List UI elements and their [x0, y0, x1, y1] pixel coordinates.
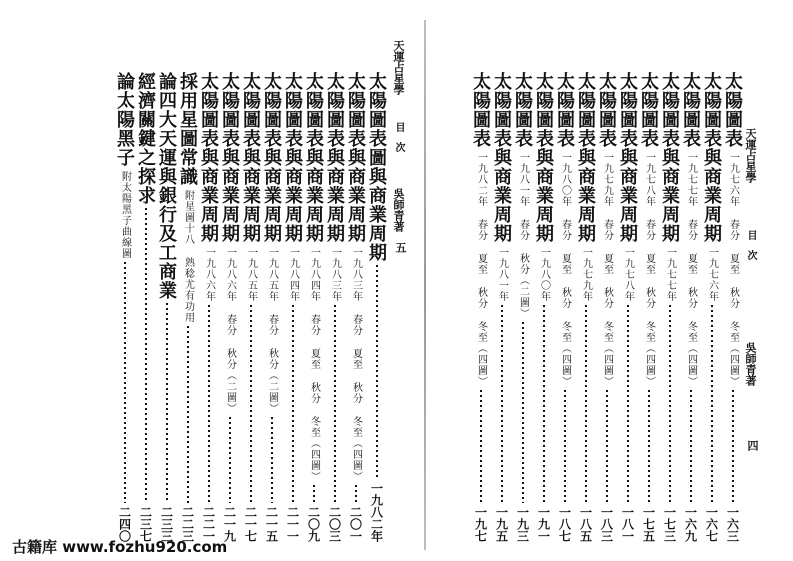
toc-page-number: 一七五 — [641, 506, 656, 542]
toc-entry — [156, 72, 177, 542]
toc-entry — [596, 72, 617, 542]
toc-leader-dots — [124, 262, 126, 503]
toc-entry-subtitle: 一九八五年 — [245, 247, 257, 302]
toc-entry-title: 太陽圖表與商業周期 — [491, 72, 512, 243]
toc-page-number: 一八一 — [620, 506, 635, 542]
toc-entry-subtitle: 一九八五年 春分 秋分（二圖） — [266, 247, 278, 414]
toc-entry-title: 太陽圖表與商業周期 — [575, 72, 596, 243]
toc-entry — [324, 72, 345, 542]
toc-entry — [240, 72, 261, 542]
toc-entry-subtitle: 一九八二年 春分 夏至 秋分 冬至（四圖） — [475, 152, 487, 387]
toc-leader-dots — [627, 305, 629, 503]
toc-entry-title: 採用星圖常識 — [177, 72, 198, 186]
toc-page-number: 二〇三 — [327, 506, 342, 542]
toc-entry — [554, 72, 575, 542]
toc-page-number: 二〇九 — [306, 506, 321, 542]
toc-entry-subtitle: 一九八六年 — [203, 247, 215, 302]
toc-entry — [722, 72, 743, 542]
right-section-label: 目 次 — [745, 230, 756, 260]
toc-page-number: 一九五 — [494, 506, 509, 542]
toc-entry-title: 太陽圖表與商業周期 — [617, 72, 638, 243]
toc-leader-dots — [187, 326, 189, 503]
toc-entry — [135, 72, 156, 542]
toc-entry-title: 太陽圖表 — [722, 72, 743, 148]
book-gutter — [424, 20, 426, 550]
right-running-title: 天運占星學 — [744, 128, 757, 183]
toc-page-number: 一八五 — [578, 506, 593, 542]
toc-page-number: 二四〇 — [117, 506, 132, 542]
toc-entry — [617, 72, 638, 542]
toc-entry-title: 太陽圖表與商業周期 — [533, 72, 554, 243]
toc-entry-subtitle: 一九七七年 春分 夏至 秋分 冬至（四圖） — [685, 152, 697, 387]
toc-entry — [638, 72, 659, 542]
toc-entry-subtitle: 一九八三年 — [329, 247, 341, 302]
toc-page-number: 二一一 — [285, 506, 300, 542]
toc-entry — [177, 72, 198, 542]
toc-entry-subtitle: 一九八〇年 — [538, 247, 550, 302]
toc-entry-subtitle: 附太陽黑子曲線圖 — [119, 171, 131, 259]
toc-page-number: 二三三 — [159, 506, 174, 542]
toc-leader-dots — [208, 305, 210, 503]
toc-leader-dots — [690, 390, 692, 503]
toc-entry — [575, 72, 596, 542]
toc-leader-dots — [669, 305, 671, 503]
toc-entry — [491, 72, 512, 542]
toc-entry-subtitle: 一九七六年 春分 夏至 秋分 冬至（四圖） — [727, 152, 739, 387]
right-author: 吳師青著 — [744, 342, 757, 386]
toc-entry-title: 太陽圖表 — [512, 72, 533, 148]
toc-leader-dots — [355, 485, 357, 503]
toc-page-number: 一八七 — [557, 506, 572, 542]
toc-leader-dots — [732, 390, 734, 503]
toc-page-number: 一六九 — [683, 506, 698, 542]
toc-entry — [198, 72, 219, 542]
toc-page-number: 一六三 — [725, 506, 740, 542]
toc-entry-subtitle: 一九七九年 春分 夏至 秋分 冬至（四圖） — [601, 152, 613, 387]
toc-page-number: 一六七 — [704, 506, 719, 542]
toc-entry-subtitle: 一九七七年 — [664, 247, 676, 302]
toc-entry-title: 太陽圖表 — [470, 72, 491, 148]
toc-leader-dots — [376, 265, 378, 479]
toc-leader-dots — [648, 390, 650, 503]
toc-entry-title: 太陽圖表與商業周期 — [659, 72, 680, 243]
toc-entry-subtitle: 一九七六年 — [706, 247, 718, 302]
site-watermark: 古籍库 www.fozhu920.com — [12, 538, 228, 556]
toc-page-number: 一七三 — [662, 506, 677, 542]
toc-leader-dots — [480, 390, 482, 503]
toc-leader-dots — [606, 390, 608, 503]
toc-entry — [680, 72, 701, 542]
toc-leader-dots — [250, 305, 252, 503]
toc-entry — [303, 72, 324, 542]
left-section-label: 目 次 — [393, 122, 404, 152]
left-author: 吳師青著 — [392, 188, 405, 232]
toc-leader-dots — [292, 305, 294, 503]
toc-entry-title: 太陽圖表與商業周期 — [345, 72, 366, 243]
right-page-number: 四 — [746, 440, 759, 451]
toc-entry-title: 太陽圖表與商業周期 — [240, 72, 261, 243]
toc-leader-dots — [543, 305, 545, 503]
right-page — [432, 40, 772, 542]
toc-entry-title: 太陽圖表與商業周期 — [198, 72, 219, 243]
toc-entry-title: 太陽圖表 — [638, 72, 659, 148]
toc-entry-subtitle: 一九七八年 春分 夏至 秋分 冬至（四圖） — [643, 152, 655, 387]
toc-entry — [261, 72, 282, 542]
toc-entry — [282, 72, 303, 542]
toc-leader-dots — [229, 417, 231, 503]
toc-entry-title: 論四大天運與銀行及工商業 — [156, 72, 177, 300]
toc-entry — [512, 72, 533, 542]
toc-entry-title: 太陽圖表與商業周期 — [282, 72, 303, 243]
toc-entry-title: 太陽圖表圖與商業周期 — [366, 72, 387, 262]
left-page — [96, 40, 418, 542]
toc-entry-title: 太陽圖表與商業周期 — [701, 72, 722, 243]
toc-entry-title: 論太陽黑子 — [114, 72, 135, 167]
toc-leader-dots — [711, 305, 713, 503]
toc-leader-dots — [166, 303, 168, 503]
toc-entry-title: 太陽圖表與商業周期 — [324, 72, 345, 243]
toc-leader-dots — [334, 305, 336, 503]
toc-page-number: 一八三 — [599, 506, 614, 542]
toc-page-number: 二三七 — [138, 506, 153, 542]
toc-page-number: 二二三 — [180, 506, 195, 542]
toc-page-number: 一九三 — [515, 506, 530, 542]
left-running-title: 天運占星學 — [392, 40, 405, 95]
toc-leader-dots — [145, 208, 147, 503]
toc-entry — [701, 72, 722, 542]
toc-entry-title: 太陽圖表 — [596, 72, 617, 148]
toc-entry-subtitle: 一九八〇年 春分 夏至 秋分 冬至（四圖） — [559, 152, 571, 387]
toc-entry-title: 太陽圖表 — [554, 72, 575, 148]
toc-entry-title: 太陽圖表 — [680, 72, 701, 148]
toc-leader-dots — [271, 417, 273, 503]
toc-entry-title: 太陽圖表與商業周期 — [261, 72, 282, 243]
toc-page-number: 二二一 — [201, 506, 216, 542]
toc-leader-dots — [585, 305, 587, 503]
toc-entry — [533, 72, 554, 542]
toc-entry — [366, 72, 387, 542]
toc-leader-dots — [522, 322, 524, 503]
toc-entry — [114, 72, 135, 542]
toc-page-number: 一九七 — [473, 506, 488, 542]
toc-entry — [219, 72, 240, 542]
toc-entry-subtitle: 一九七九年 — [580, 247, 592, 302]
toc-entry-subtitle: 一九八四年 — [287, 247, 299, 302]
toc-page-number: 二〇一 — [348, 506, 363, 542]
toc-entry-subtitle: 一九八六年 春分 秋分（二圖） — [224, 247, 236, 414]
toc-page-number: 二一九 — [222, 506, 237, 542]
left-page-number: 五 — [394, 242, 407, 253]
toc-entry-subtitle: 一九七八年 — [622, 247, 634, 302]
toc-page-number: 二一五 — [264, 506, 279, 542]
toc-page-number: 一九八二年 — [369, 482, 384, 542]
toc-entry — [470, 72, 491, 542]
toc-entry-subtitle: 一九八三年 春分 夏至 秋分 冬至（四圖） — [350, 247, 362, 482]
toc-leader-dots — [501, 305, 503, 503]
toc-entry — [345, 72, 366, 542]
toc-entry-subtitle: 一九八一年 春分 秋分（二圖） — [517, 152, 529, 319]
toc-page-number: 二一七 — [243, 506, 258, 542]
toc-entry — [659, 72, 680, 542]
toc-page-number: 一九一 — [536, 506, 551, 542]
toc-entry-subtitle: 附星圖十八 熟稔尤有功用 — [182, 190, 194, 323]
toc-entry-title: 太陽圖表與商業周期 — [303, 72, 324, 243]
toc-entry-title: 經濟關鍵之探求 — [135, 72, 156, 205]
toc-entry-subtitle: 一九八一年 — [496, 247, 508, 302]
toc-entry-title: 太陽圖表與商業周期 — [219, 72, 240, 243]
toc-entry-subtitle: 一九八四年 春分 夏至 秋分 冬至（四圖） — [308, 247, 320, 482]
toc-leader-dots — [313, 485, 315, 503]
toc-leader-dots — [564, 390, 566, 503]
